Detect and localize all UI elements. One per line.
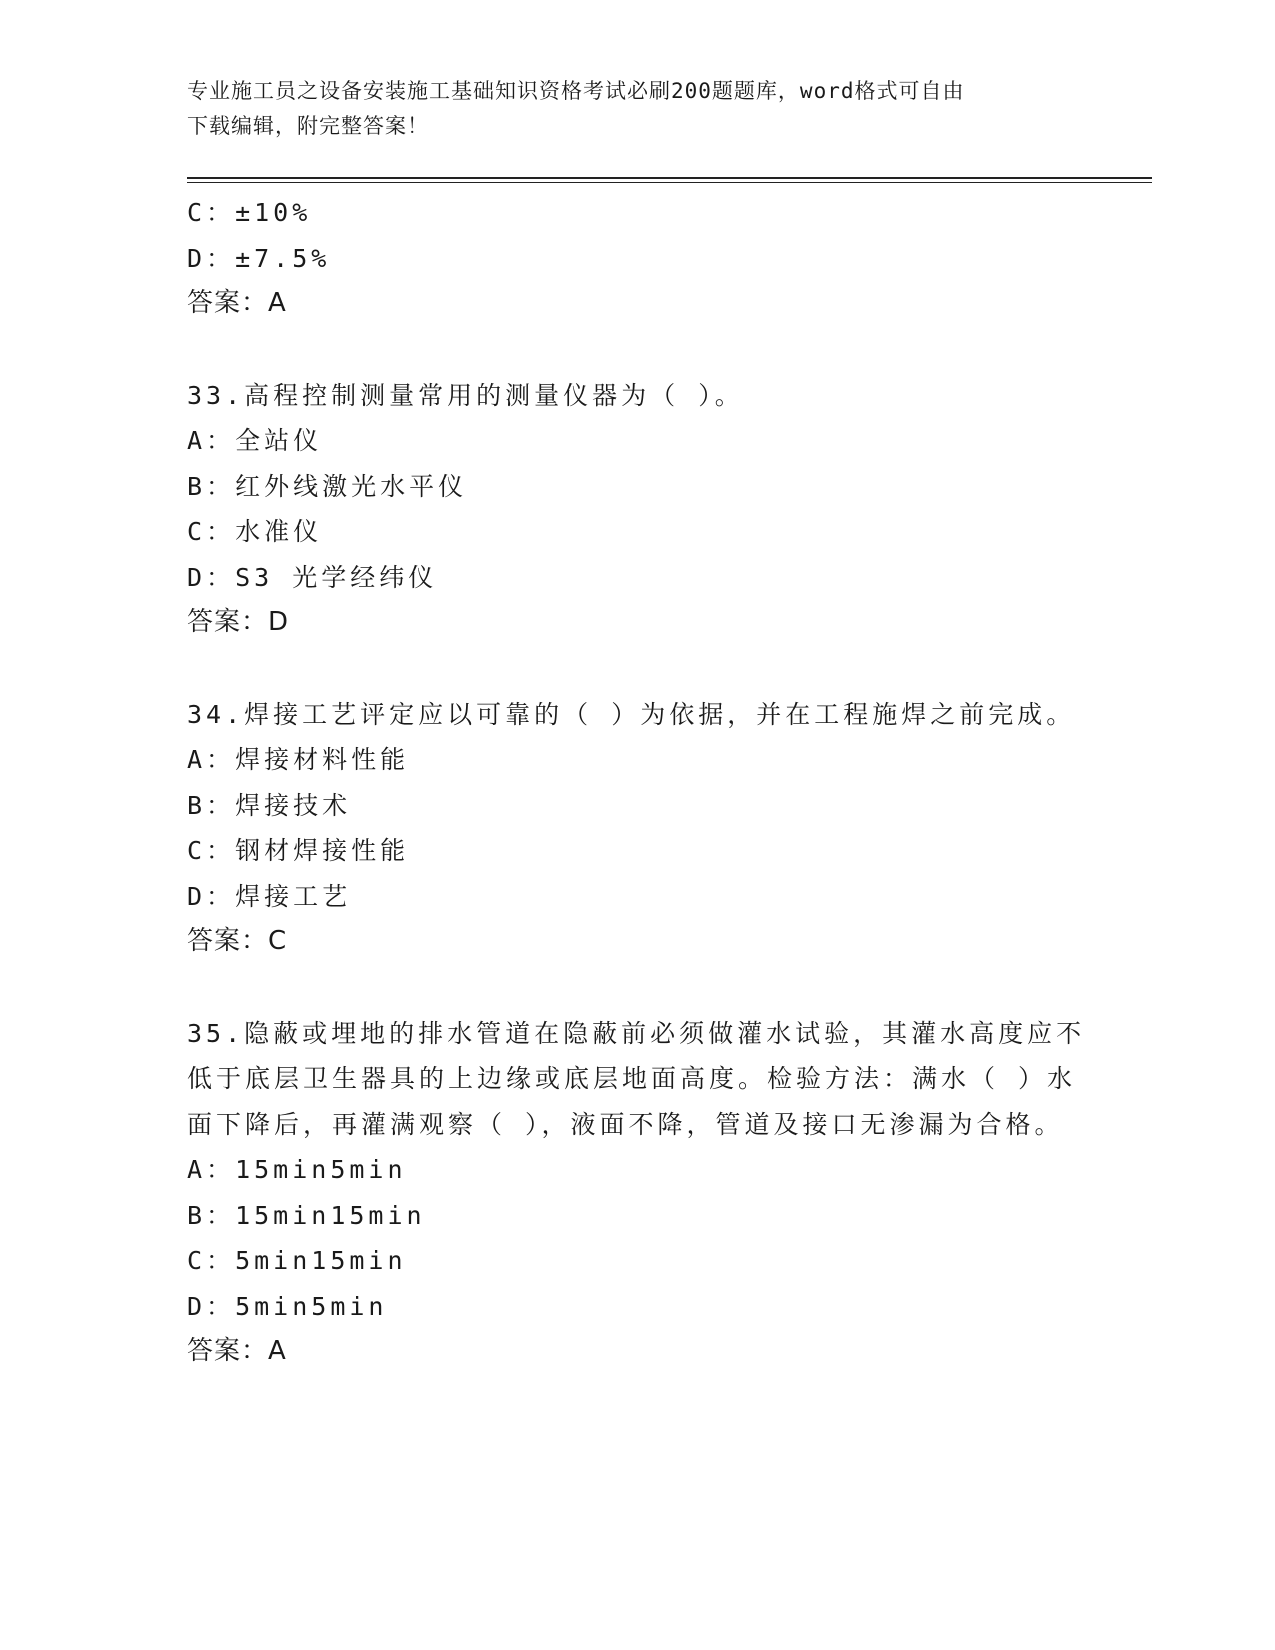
option-text: 水准仪 bbox=[235, 517, 323, 546]
option-text: 钢材焊接性能 bbox=[235, 836, 410, 865]
question-block-35 bbox=[187, 1011, 1087, 1375]
option-label: B： bbox=[187, 471, 236, 501]
header-line-2: 下载编辑，附完整答案！ bbox=[187, 114, 429, 138]
document-header bbox=[187, 74, 1067, 144]
question-stem-line-1: 35.隐蔽或埋地的排水管道在隐蔽前必须做灌水试验，其灌水高度应不 bbox=[187, 1018, 1086, 1048]
header-rule-thick bbox=[187, 177, 1152, 179]
option-label: C： bbox=[187, 198, 236, 227]
header-line-1: 专业施工员之设备安装施工基础知识资格考试必刷200题题库，word格式可自由 bbox=[187, 79, 965, 103]
question-content bbox=[187, 190, 1087, 1375]
option-d bbox=[187, 874, 1087, 920]
option-label: D： bbox=[187, 562, 236, 592]
option-label: A： bbox=[187, 1155, 236, 1184]
option-label: C： bbox=[187, 1246, 236, 1275]
option-a bbox=[187, 1147, 1087, 1193]
option-label: B： bbox=[187, 790, 236, 820]
option-text: 焊接技术 bbox=[235, 790, 352, 820]
answer-line: 答案：A bbox=[187, 288, 287, 318]
option-text: 15min5min bbox=[235, 1155, 407, 1184]
question-block-34 bbox=[187, 692, 1087, 965]
question-block-33 bbox=[187, 373, 1087, 646]
option-b bbox=[187, 783, 1087, 829]
option-text: 焊接材料性能 bbox=[235, 745, 410, 774]
option-text: 15min15min bbox=[235, 1200, 426, 1230]
option-label: A： bbox=[187, 745, 236, 774]
option-b bbox=[187, 464, 1087, 510]
header-rule-thin bbox=[187, 182, 1152, 183]
option-d bbox=[187, 1284, 1087, 1330]
option-text: 5min5min bbox=[235, 1291, 388, 1321]
option-label: D： bbox=[187, 1291, 236, 1321]
answer-line: 答案：C bbox=[187, 926, 288, 956]
answer-line: 答案：D bbox=[187, 607, 290, 637]
option-label: C： bbox=[187, 836, 236, 865]
option-a bbox=[187, 737, 1087, 783]
option-text: S3 光学经纬仪 bbox=[235, 562, 438, 592]
option-d bbox=[187, 555, 1087, 601]
option-text: 红外线激光水平仪 bbox=[235, 471, 468, 501]
option-c bbox=[187, 509, 1087, 555]
option-label: A： bbox=[187, 426, 236, 455]
option-label: D： bbox=[187, 243, 236, 273]
option-label: B： bbox=[187, 1200, 236, 1230]
option-text: ±7.5% bbox=[235, 243, 331, 273]
option-a bbox=[187, 418, 1087, 464]
question-stem: 34.焊接工艺评定应以可靠的（ ）为依据，并在工程施焊之前完成。 bbox=[187, 699, 1076, 729]
question-block-continued bbox=[187, 190, 1087, 327]
option-label: D： bbox=[187, 881, 236, 911]
question-stem: 33.高程控制测量常用的测量仪器为（ ）。 bbox=[187, 380, 744, 410]
answer-line: 答案：A bbox=[187, 1336, 287, 1366]
option-b bbox=[187, 1193, 1087, 1239]
option-d bbox=[187, 236, 1087, 282]
question-stem-line-2: 低于底层卫生器具的上边缘或底层地面高度。检验方法：满水（ ）水 bbox=[187, 1064, 1077, 1093]
option-c bbox=[187, 190, 1087, 236]
option-c bbox=[187, 828, 1087, 874]
option-text: 焊接工艺 bbox=[235, 881, 352, 911]
option-text: ±10% bbox=[235, 198, 312, 227]
question-stem-line-3: 面下降后，再灌满观察（ ），液面不降，管道及接口无渗漏为合格。 bbox=[187, 1109, 1064, 1139]
option-text: 全站仪 bbox=[235, 426, 323, 455]
option-label: C： bbox=[187, 517, 236, 546]
option-text: 5min15min bbox=[235, 1246, 407, 1275]
option-c bbox=[187, 1238, 1087, 1284]
